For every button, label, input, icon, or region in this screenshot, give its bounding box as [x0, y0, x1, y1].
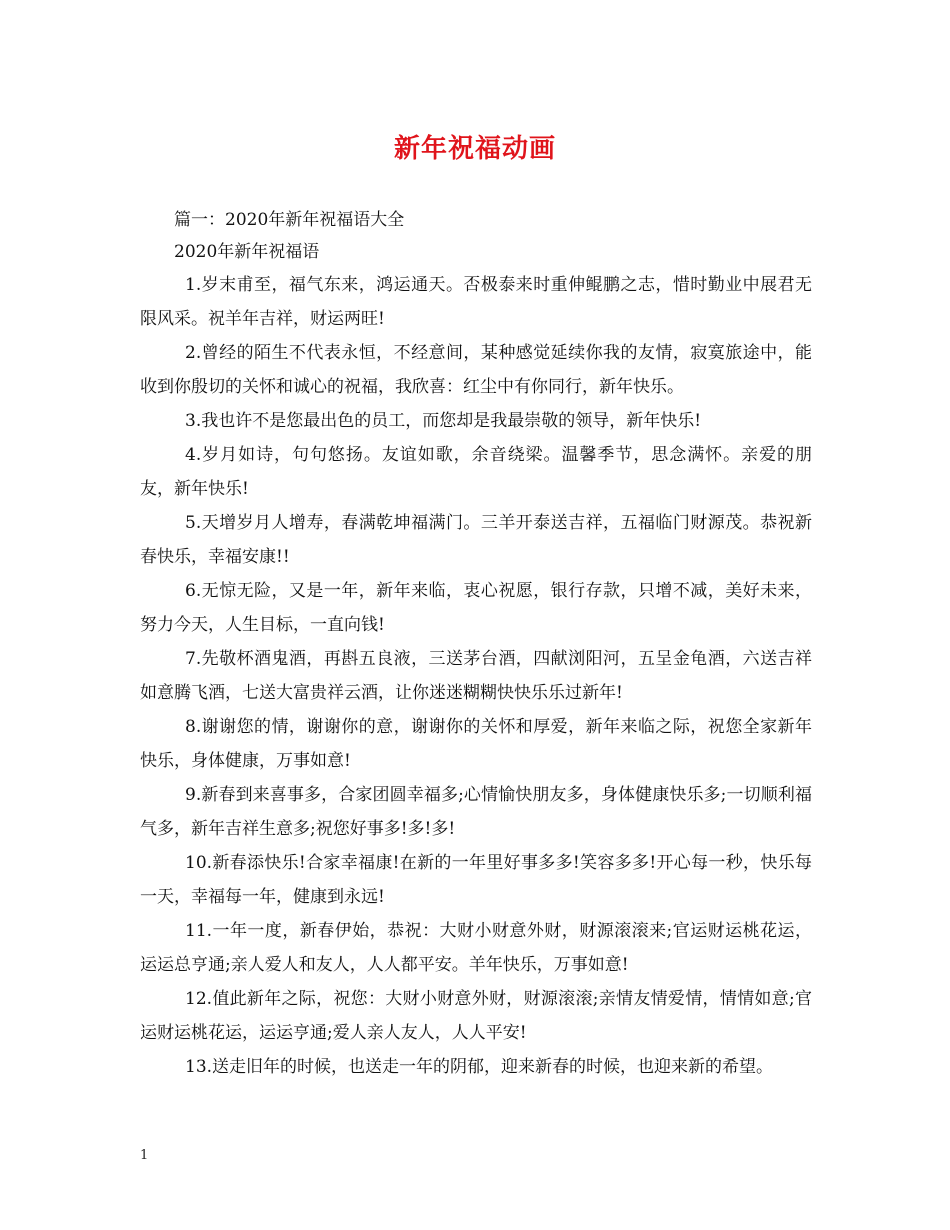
section-subheading: 2020年新年祝福语 — [174, 242, 320, 262]
paragraph-2: 2.曾经的陌生不代表永恒，不经意间，某种感觉延续你我的友情，寂寞旅途中，能收到你殷切的关怀和诚心的祝福，我欣喜：红尘中有你同行，新年快乐。 — [140, 343, 812, 397]
paragraph-8: 8.谢谢您的情，谢谢你的意，谢谢你的关怀和厚爱，新年来临之际，祝您全家新年快乐，身体健康，万事如意! — [140, 717, 812, 771]
paragraph-1: 1.岁末甫至，福气东来，鸿运通天。否极泰来时重伸鲲鹏之志，惜时勤业中展君无限风采。祝羊年吉祥，财运两旺! — [140, 275, 812, 329]
section-heading: 篇一：2020年新年祝福语大全 — [174, 210, 405, 230]
paragraph-11: 11.一年一度，新春伊始，恭祝：大财小财意外财，财源滚滚来;官运财运桃花运，运运总亨通;亲人爱人和友人，人人都平安。羊年快乐，万事如意! — [140, 921, 812, 975]
paragraph-4: 4.岁月如诗，句句悠扬。友谊如歌，余音绕梁。温馨季节，思念满怀。亲爱的朋友，新年快乐! — [140, 445, 812, 499]
paragraph-12: 12.值此新年之际，祝您：大财小财意外财，财源滚滚;亲情友情爱情，情情如意;官运财运桃花运，运运亨通;爱人亲人友人，人人平安! — [140, 989, 812, 1043]
paragraph-10: 10.新春添快乐!合家幸福康!在新的一年里好事多多!笑容多多!开心每一秒，快乐每一天，幸福每一年，健康到永远! — [140, 853, 812, 907]
paragraph-3: 3.我也许不是您最出色的员工，而您却是我最崇敬的领导，新年快乐! — [185, 411, 702, 431]
document-body — [140, 204, 812, 1084]
paragraph-9: 9.新春到来喜事多，合家团圆幸福多;心情愉快朋友多，身体健康快乐多;一切顺利福气多，新年吉祥生意多;祝您好事多!多!多! — [140, 785, 812, 839]
paragraph-5: 5.天增岁月人增寿，春满乾坤福满门。三羊开泰送吉祥，五福临门财源茂。恭祝新春快乐，幸福安康!! — [140, 513, 812, 567]
page-number: 1 — [140, 1148, 149, 1163]
paragraph-13: 13.送走旧年的时候，也送走一年的阴郁，迎来新春的时候，也迎来新的希望。 — [185, 1057, 774, 1077]
paragraph-6: 6.无惊无险，又是一年，新年来临，衷心祝愿，银行存款，只增不减，美好未来，努力今天，人生目标，一直向钱! — [140, 581, 812, 635]
document-title: 新年祝福动画 — [393, 134, 556, 164]
paragraph-7: 7.先敬杯酒鬼酒，再斟五良液，三送茅台酒，四献浏阳河，五呈金龟酒，六送吉祥如意腾飞酒，七送大富贵祥云酒，让你迷迷糊糊快快乐乐过新年! — [140, 649, 812, 703]
